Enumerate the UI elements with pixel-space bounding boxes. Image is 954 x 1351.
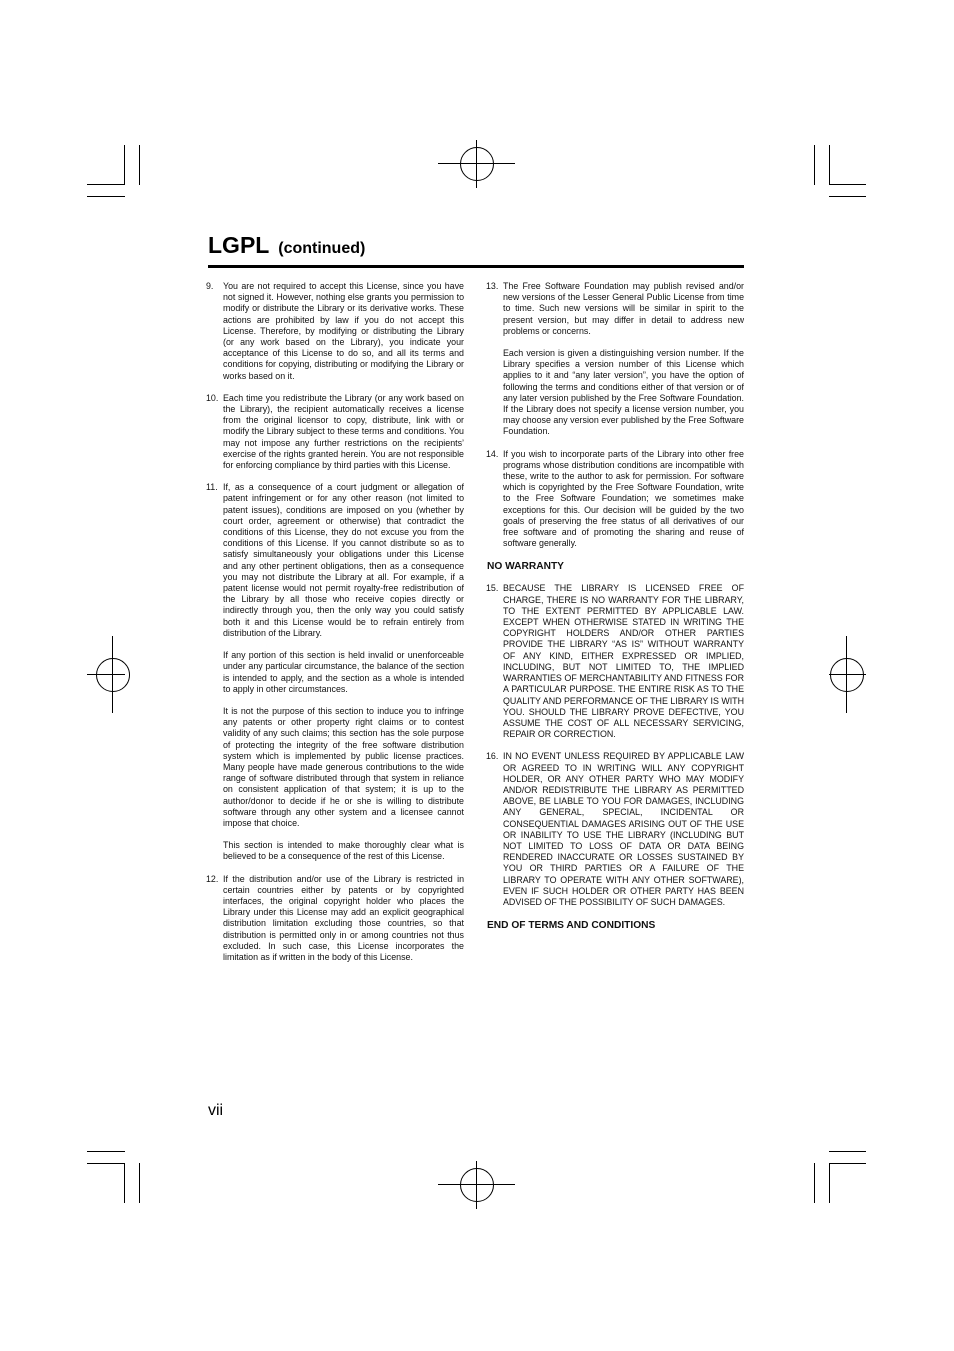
clause-paragraph: Each time you redistribute the Library (or any work based on the Library), the recipient automatically receives a license from the original licensor to copy, distribute, link with or modify the Library subject to these terms and conditions. You may not impose any further restrictions on the recipients’ exercise of the rights granted herein. You are not responsible for enforcing compliance by third parties with this License. — [223, 392, 464, 471]
clause-paragraph: You are not required to accept this License, since you have not signed it. However, nothing else grants you permission to modify or distribute the Library or its derivative works. These actions are prohibited by law if you do not accept this License. Therefore, by modifying or distributing the Library (or any work based on the Library), you indicate your acceptance of this License to do so, and all its terms and conditions for copying, distributing or modifying the Library or works based on it. — [223, 281, 464, 381]
clause-10 — [207, 393, 464, 471]
clause-16 — [487, 751, 744, 908]
no-warranty-heading: NO WARRANTY — [487, 561, 564, 573]
clause-number: 15. — [486, 583, 499, 594]
clause-paragraph: If the distribution and/or use of the Library is restricted in certain countries either by patents or by copyrighted interfaces, the original copyright holder who places the Library under this License may add an explicit geographical distribution limitation excluding those countries, so that distribution is permitted only in or among countries not thus excluded. In such case, this License incorporates the limitation as if written in the body of this License. — [223, 873, 464, 962]
clause-13 — [487, 281, 744, 438]
clause-number: 12. — [206, 873, 219, 884]
page-title — [208, 225, 365, 260]
clause-14 — [487, 449, 744, 550]
clause-paragraph: The Free Software Foundation may publish revised and/or new versions of the Lesser General Public License from time to time. Such new versions will be similar in spirit to the present version, but may differ in detail to address new problems or concerns. — [503, 281, 744, 336]
clause-number: 16. — [486, 751, 499, 762]
clause-paragraph: If any portion of this section is held invalid or unenforceable under any particular circumstance, the balance of the section is intended to apply, and the section as a whole is intended to apply in other circumstances. — [223, 650, 464, 694]
clause-paragraph: Each version is given a distinguishing version number. If the Library specifies a version number of this License which applies to it and “any later version”, you have the option of following the terms and conditions either of that version or of any later version published by the Free Software Foundation. If the Library does not specify a license version number, you may choose any version ever published by the Free Software Foundation. — [503, 348, 744, 437]
clause-paragraph: IN NO EVENT UNLESS REQUIRED BY APPLICABLE LAW OR AGREED TO IN WRITING WILL ANY COPYRIGHT HOLDER, OR ANY OTHER PARTY WHO MAY MODIFY AND/OR REDISTRIBUTE THE LIBRARY AS PERMITTED ABOVE, BE LIABLE TO YOU FOR DAMAGES, INCLUDING ANY GENERAL, SPECIAL, INCIDENTAL OR CONSEQUENTIAL DAMAGES ARISING OUT OF THE USE OR INABILITY TO USE THE LIBRARY (INCLUDING BUT NOT LIMITED TO LOSS OF DATA OR DATA BEING RENDERED INACCURATE OR LOSSES SUSTAINED BY YOU OR THIRD PARTIES OR A FAILURE OF THE LIBRARY TO OPERATE WITH ANY OTHER SOFTWARE), EVEN IF SUCH HOLDER OR OTHER PARTY HAS BEEN ADVISED OF THE POSSIBILITY OF SUCH DAMAGES. — [503, 751, 744, 907]
title-continued: (continued) — [278, 240, 366, 257]
right-column — [487, 281, 744, 942]
clause-number: 14. — [486, 448, 499, 459]
clause-9 — [207, 281, 464, 382]
clause-number: 10. — [206, 392, 219, 403]
clause-paragraph: It is not the purpose of this section to induce you to infringe any patents or other property right claims or to contest validity of any such claims; this section has the sole purpose of protecting the integrity of the free software distribution system which is implemented by public license practices. Many people have made generous contributions to the wide range of software distributed through that system in reliance on consistent application of that system; it is up to the author/donor to decide if he or she is willing to distribute software through any other system and a licensee cannot impose that choice. — [223, 705, 464, 828]
clause-paragraph: This section is intended to make thoroughly clear what is believed to be a consequence of the rest of this License. — [223, 840, 464, 862]
clause-paragraph: If you wish to incorporate parts of the Library into other free programs whose distribution conditions are incompatible with these, write to the author to ask for permission. For software which is copyrighted by the Free Software Foundation, write to the Free Software Foundation; we sometimes make exceptions for this. Our decision will be guided by the two goals of preserving the free status of all derivatives of our free software and of promoting the sharing and reuse of software generally. — [503, 448, 744, 549]
clause-paragraph: If, as a consequence of a court judgment or allegation of patent infringement or for any other reason (not limited to patent issues), conditions are imposed on you (whether by court order, agreement or otherwise) that contradict the conditions of this License, they do not excuse you from the conditions of this License. If you cannot distribute so as to satisfy simultaneously your obligations under this License and any other pertinent obligations, then as a consequence you may not distribute the Library at all. For example, if a patent license would not permit royalty-free redistribution of the Library by all those who receive copies directly or indirectly through you, then the only way you could satisfy both it and this License would be to refrain entirely from distribution of the Library. — [223, 482, 464, 638]
clause-11 — [207, 482, 464, 862]
clause-paragraph: BECAUSE THE LIBRARY IS LICENSED FREE OF CHARGE, THERE IS NO WARRANTY FOR THE LIBRARY, TO THE EXTENT PERMITTED BY APPLICABLE LAW. EXCEPT WHEN OTHERWISE STATED IN WRITING THE COPYRIGHT HOLDERS AND/OR OTHER PARTIES PROVIDE THE LIBRARY “AS IS” WITHOUT WARRANTY OF ANY KIND, EITHER EXPRESSED OR IMPLIED, INCLUDING, BUT NOT LIMITED TO, THE IMPLIED WARRANTIES OF MERCHANTABILITY AND FITNESS FOR A PARTICULAR PURPOSE. THE ENTIRE RISK AS TO THE QUALITY AND PERFORMANCE OF THE LIBRARY IS WITH YOU. SHOULD THE LIBRARY PROVE DEFECTIVE, YOU ASSUME THE COST OF ALL NECESSARY SERVICING, REPAIR OR CORRECTION. — [503, 583, 744, 740]
title-main: LGPL — [208, 232, 270, 258]
left-column — [207, 281, 464, 974]
clause-12 — [207, 874, 464, 964]
end-of-terms-heading: END OF TERMS AND CONDITIONS — [487, 920, 656, 932]
title-rule — [208, 265, 744, 268]
page-number: vii — [208, 1102, 224, 1119]
clause-number: 11. — [206, 482, 218, 493]
clause-number: 9. — [206, 281, 214, 291]
clause-15 — [487, 583, 744, 740]
clause-number: 13. — [486, 281, 499, 291]
